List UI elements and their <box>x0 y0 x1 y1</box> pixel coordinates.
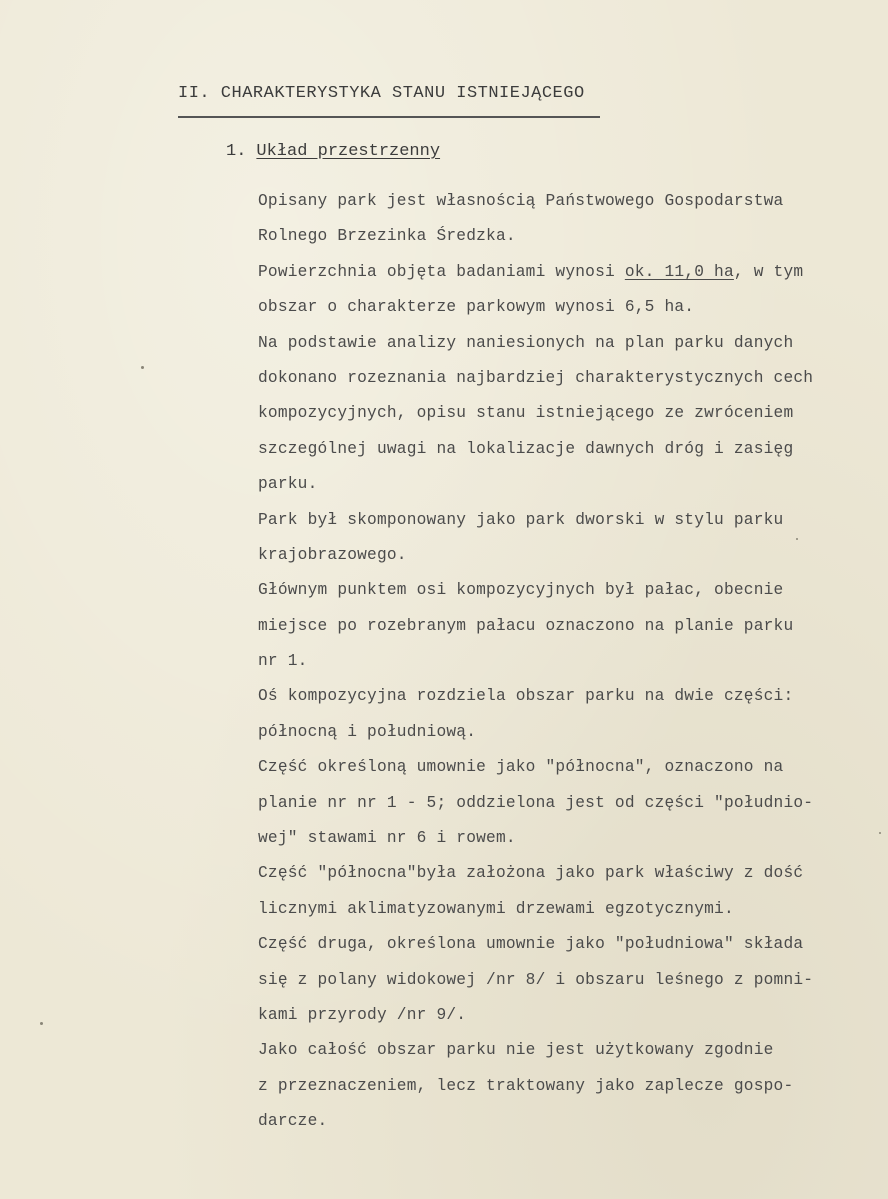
paper-speck <box>141 366 144 369</box>
text-line: Rolnego Brzezinka Średzka. <box>258 227 516 246</box>
text-line: Część określoną umownie jako "północna", oznaczono na <box>258 758 784 777</box>
underlined-area-value: ok. 11,0 ha <box>624 262 734 281</box>
subsection-number: 1. <box>226 142 247 161</box>
heading-underline-rule <box>178 116 600 118</box>
text-line: darcze. <box>258 1112 328 1131</box>
body-text <box>258 184 878 1140</box>
subsection-heading <box>226 142 440 161</box>
section-heading: II. CHARAKTERYSTYKA STANU ISTNIEJĄCEGO <box>178 84 585 103</box>
text-line: Oś kompozycyjna rozdziela obszar parku na dwie części: <box>258 687 794 706</box>
text-line: Na podstawie analizy naniesionych na plan parku danych <box>258 333 794 352</box>
text-line: miejsce po rozebranym pałacu oznaczono na planie parku <box>258 616 794 635</box>
text-line: Głównym punktem osi kompozycyjnych był pałac, obecnie <box>258 581 784 600</box>
text-line: Jako całość obszar parku nie jest użytkowany zgodnie <box>258 1041 774 1060</box>
text-line: planie nr nr 1 - 5; oddzielona jest od części "południo- <box>258 793 814 812</box>
text-line: północną i południową. <box>258 722 477 741</box>
text-line: wej" stawami nr 6 i rowem. <box>258 829 516 848</box>
text-line: obszar o charakterze parkowym wynosi 6,5 ha. <box>258 298 695 317</box>
subsection-title: Układ przestrzenny <box>256 142 441 161</box>
text-line: kami przyrody /nr 9/. <box>258 1005 467 1024</box>
text-line: Opisany park jest własnością Państwowego Gospodarstwa <box>258 192 784 210</box>
text-line: Park był skomponowany jako park dworski w stylu parku <box>258 510 784 529</box>
text-line: się z polany widokowej /nr 8/ i obszaru leśnego z pomni- <box>258 970 814 989</box>
text-line: Część "północna"była założona jako park właściwy z dość <box>258 864 804 883</box>
text-segment: , w tym <box>733 262 804 281</box>
text-segment: Powierzchnia objęta badaniami wynosi <box>258 262 625 281</box>
text-line: dokonano rozeznania najbardziej charakterystycznych cech <box>258 368 814 387</box>
text-line: licznymi aklimatyzowanymi drzewami egzotycznymi. <box>258 899 734 918</box>
text-line: z przeznaczeniem, lecz traktowany jako zaplecze gospo- <box>258 1076 794 1095</box>
text-line: parku. <box>258 475 318 494</box>
paper-speck <box>796 538 798 540</box>
text-line: krajobrazowego. <box>258 545 407 564</box>
text-line: nr 1. <box>258 652 308 671</box>
text-line <box>258 255 878 290</box>
text-line: szczególnej uwagi na lokalizacje dawnych dróg i zasięg <box>258 439 794 458</box>
text-line: kompozycyjnych, opisu stanu istniejącego ze zwróceniem <box>258 404 794 423</box>
paper-speck <box>879 832 881 834</box>
paper-speck <box>40 1022 43 1025</box>
text-line: Część druga, określona umownie jako "południowa" składa <box>258 935 804 954</box>
